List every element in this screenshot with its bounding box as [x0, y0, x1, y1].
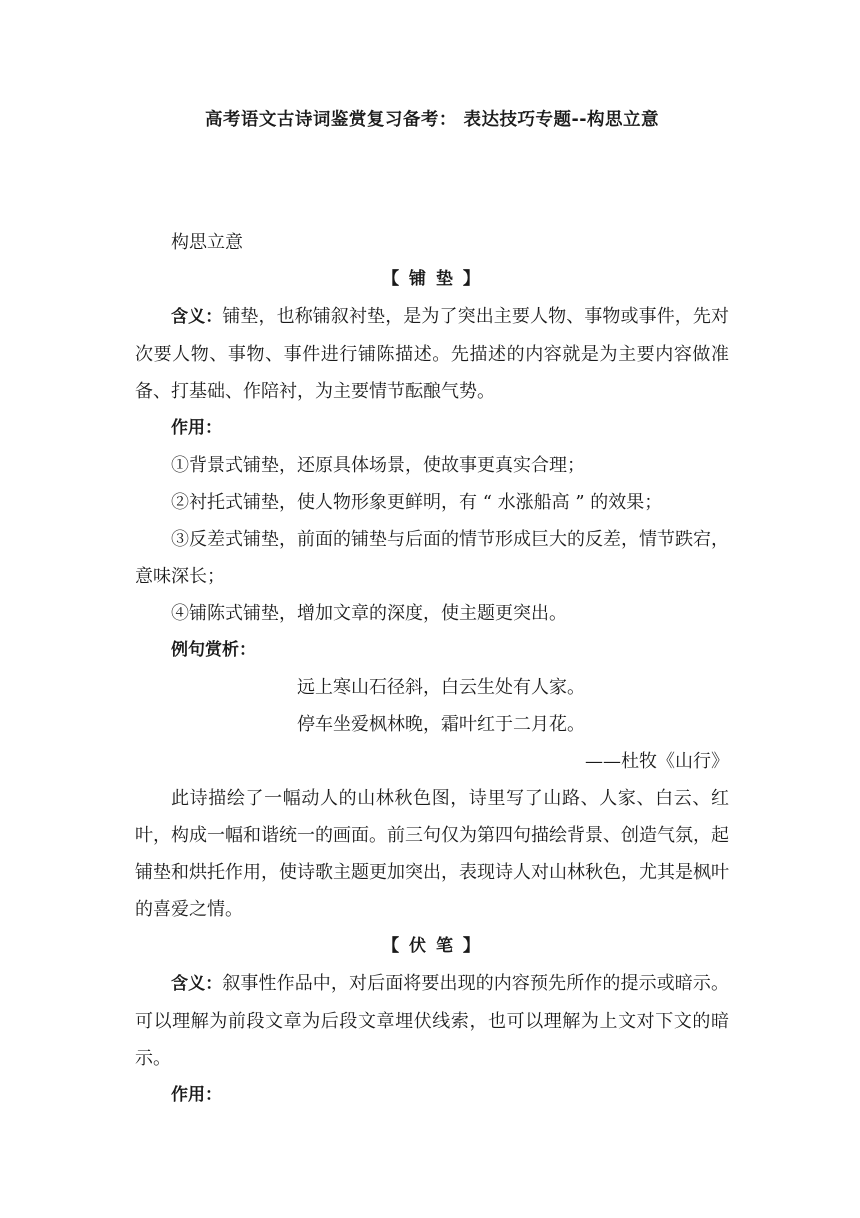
poem-line: 远上寒山石径斜，白云生处有人家。: [297, 677, 585, 698]
section-heading-pudian: 【 铺 垫 】: [382, 269, 482, 289]
poem-line: 停车坐爱枫林晚，霜叶红于二月花。: [297, 714, 585, 735]
pudian-analysis: 此诗描绘了一幅动人的山林秋色图，诗里写了山路、人家、白云、红叶，构成一幅和谐统一的画面。前三句仅为第四句描绘背景、创造气氛，起铺垫和烘托作用，使诗歌主题更加突出，表现诗人对山林秋色，尤其是枫叶的喜爱之情。: [135, 788, 729, 920]
pudian-function-item: ③反差式铺垫，前面的铺垫与后面的情节形成巨大的反差，情节跌宕，意味深长；: [135, 529, 729, 587]
pudian-function-item: ④铺陈式铺垫，增加文章的深度，使主题更突出。: [171, 603, 567, 624]
pudian-meaning: [135, 298, 729, 410]
fubi-meaning-text: 叙事性作品中，对后面将要出现的内容预先所作的提示或暗示。可以理解为前段文章为后段文章埋伏线索，也可以理解为上文对下文的暗示。: [135, 973, 730, 1069]
pudian-example-label: 例句赏析：: [171, 640, 256, 660]
fubi-function-label: 作用：: [171, 1085, 222, 1105]
pudian-function-item: ①背景式铺垫，还原具体场景，使故事更真实合理；: [171, 455, 585, 476]
fubi-meaning: [135, 965, 729, 1077]
fubi-meaning-label: 含义：: [171, 974, 223, 994]
document-body: [135, 224, 729, 1114]
document-title: 高考语文古诗词鉴赏复习备考： 表达技巧专题--构思立意: [204, 110, 660, 130]
section-heading-fubi: 【 伏 笔 】: [382, 936, 482, 956]
section-label: 构思立意: [171, 232, 243, 253]
pudian-function-label: 作用：: [171, 418, 222, 438]
pudian-meaning-text: 铺垫，也称铺叙衬垫，是为了突出主要人物、事物或事件，先对次要人物、事物、事件进行铺陈描述。先描述的内容就是为主要内容做准备、打基础、作陪衬，为主要情节酝酿气势。: [135, 306, 730, 402]
pudian-function-item: ②衬托式铺垫，使人物形象更鲜明，有 “ 水涨船高 ” 的效果；: [171, 492, 663, 513]
poem-attribution: ——杜牧《山行》: [585, 751, 729, 772]
pudian-meaning-label: 含义：: [171, 307, 223, 327]
